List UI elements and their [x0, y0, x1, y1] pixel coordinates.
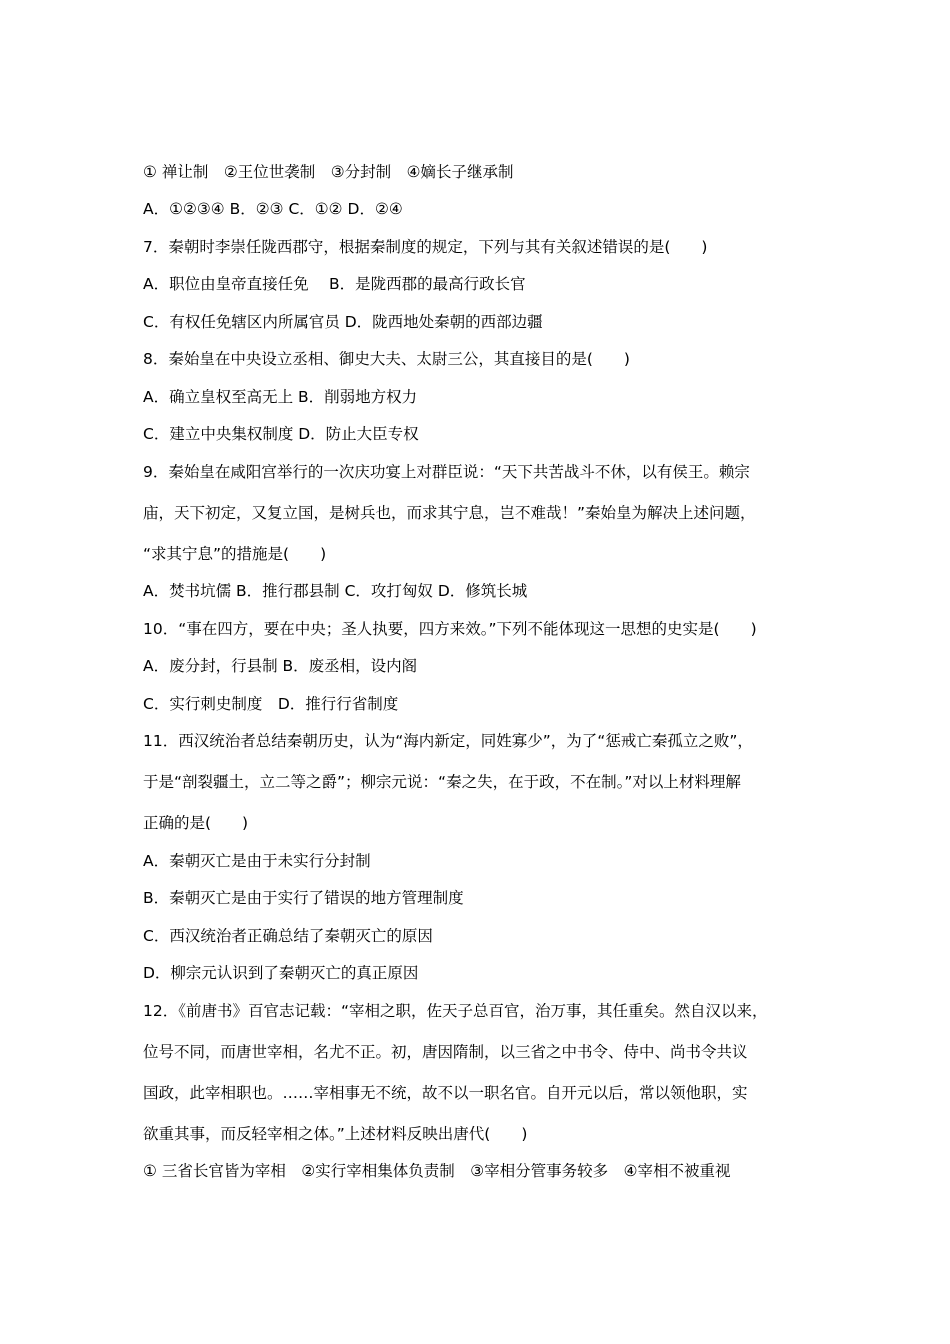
- question-11-line-2: 于是“剖裂疆土，立二等之爵”；柳宗元说：“秦之失，在于政，不在制。”对以上材料理解: [143, 773, 741, 791]
- answers-q7-ab: A．职位由皇帝直接任免 B．是陇西郡的最高行政长官: [143, 275, 526, 293]
- answers-q8-ab: A．确立皇权至高无上 B．削弱地方权力: [143, 388, 418, 406]
- question-9-line-1: 9．秦始皇在咸阳宫举行的一次庆功宴上对群臣说：“天下共苦战斗不休，以有侯王。赖宗: [143, 463, 750, 481]
- question-12-line-1: 12．《前唐书》百官志记载：“宰相之职，佐天子总百官，治万事，其任重矣。然自汉以来，: [143, 1002, 768, 1020]
- question-11-line-3: 正确的是( ): [143, 814, 249, 832]
- answers-q7-cd: C．有权任免辖区内所属官员 D．陇西地处秦朝的西部边疆: [143, 313, 543, 331]
- question-8: 8．秦始皇在中央设立丞相、御史大夫、太尉三公，其直接目的是( ): [143, 350, 630, 368]
- options-q12-items: ① 三省长官皆为宰相 ②实行宰相集体负责制 ③宰相分管事务较多 ④宰相不被重视: [143, 1162, 731, 1180]
- answers-q9: A．焚书坑儒 B．推行郡县制 C．攻打匈奴 D．修筑长城: [143, 582, 528, 600]
- answers-q8-cd: C．建立中央集权制度 D．防止大臣专权: [143, 425, 419, 443]
- question-11-line-1: 11．西汉统治者总结秦朝历史，认为“海内新定，同姓寡少”，为了“惩戒亡秦孤立之败”，: [143, 732, 753, 750]
- answer-q11-c: C．西汉统治者正确总结了秦朝灭亡的原因: [143, 927, 433, 945]
- question-9-line-2: 庙，天下初定，又复立国，是树兵也，而求其宁息，岂不难哉！”秦始皇为解决上述问题，: [143, 504, 756, 522]
- answer-q11-a: A．秦朝灭亡是由于未实行分封制: [143, 852, 371, 870]
- answer-q11-b: B．秦朝灭亡是由于实行了错误的地方管理制度: [143, 889, 464, 907]
- question-10: 10．“事在四方，要在中央；圣人执要，四方来效。”下列不能体现这一思想的史实是( ): [143, 620, 757, 638]
- answers-q10-cd: C．实行刺史制度 D．推行行省制度: [143, 695, 399, 713]
- answers-q10-ab: A．废分封，行县制 B．废丞相，设内阁: [143, 657, 418, 675]
- answers-q6: A．①②③④ B．②③ C．①② D．②④: [143, 200, 403, 218]
- answer-q11-d: D．柳宗元认识到了秦朝灭亡的真正原因: [143, 964, 419, 982]
- options-q6-items: ① 禅让制 ②王位世袭制 ③分封制 ④嫡长子继承制: [143, 163, 514, 181]
- question-7: 7．秦朝时李崇任陇西郡守，根据秦制度的规定，下列与其有关叙述错误的是( ): [143, 238, 708, 256]
- question-12-line-3: 国政，此宰相职也。……宰相事无不统，故不以一职名官。自开元以后，常以领他职，实: [143, 1084, 748, 1102]
- question-12-line-2: 位号不同，而唐世宰相，名尤不正。初，唐因隋制，以三省之中书令、侍中、尚书令共议: [143, 1043, 748, 1061]
- question-9-line-3: “求其宁息”的措施是( ): [143, 545, 327, 563]
- question-12-line-4: 欲重其事，而反轻宰相之体。”上述材料反映出唐代( ): [143, 1125, 528, 1143]
